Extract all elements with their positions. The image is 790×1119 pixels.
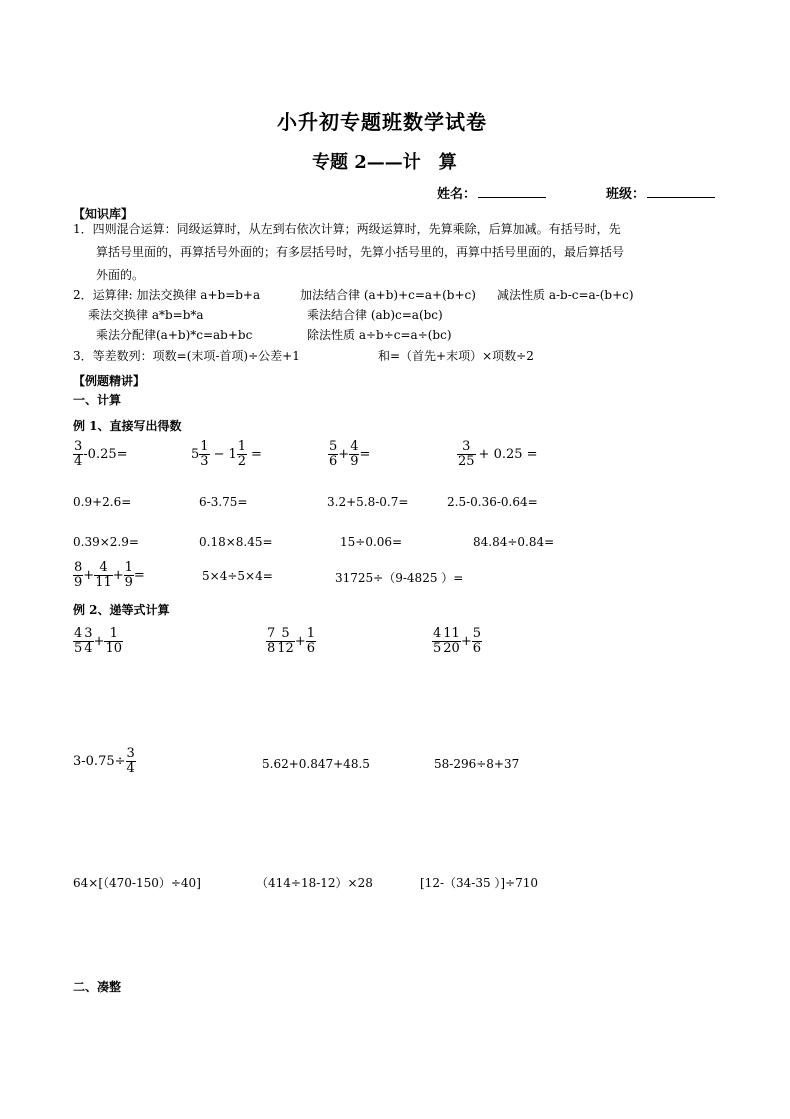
name-field[interactable] xyxy=(437,183,546,202)
fraction: $\frac{4}{5}$ xyxy=(74,626,83,656)
examples-heading: 【例题精讲】 xyxy=(73,374,146,388)
part-2-heading: 二、凑整 xyxy=(73,980,122,994)
knowledge-item-3-term-count: 3．等差数列：项数=(末项-首项)÷公差+1 xyxy=(73,349,300,363)
fraction: $\frac{8}{9}$ xyxy=(74,560,83,590)
fraction: $\frac{5}{6}$ xyxy=(329,439,338,469)
fraction: $\frac{3}{4}$ xyxy=(84,626,93,656)
class-field[interactable] xyxy=(606,183,715,202)
ex1-problem-f: 5×4÷5×4= xyxy=(202,569,273,583)
fraction: $\frac{5}{12}$ xyxy=(277,626,294,656)
ex1-problem-a: $\frac{3}{4}$ -0.25= xyxy=(74,439,128,469)
page-subtitle: 专题 2——计 算 xyxy=(312,152,457,173)
ex1-problem-e: $\frac{8}{9}$ + $\frac{4}{11}$ + $\frac{1}{9}$ = xyxy=(74,560,145,590)
fraction: $\frac{1}{10}$ xyxy=(105,626,123,656)
fraction: $\frac{4}{5}$ xyxy=(433,626,442,656)
knowledge-item-2-distributive: 乘法分配律(a+b)*c=ab+bc xyxy=(96,328,253,342)
knowledge-item-3-sum: 和=（首先+末项）×项数÷2 xyxy=(378,349,534,363)
fraction: $\frac{1}{9}$ xyxy=(124,560,133,590)
fraction: $\frac{1}{6}$ xyxy=(306,626,316,656)
page-title: 小升初专题班数学试卷 xyxy=(277,110,487,134)
ex2-problem-c: $\frac{4}{5}$ $\frac{11}{20}$ + $\frac{5}{6}$ xyxy=(433,626,482,656)
ex1-problem-g: 31725÷（9-4825 ）= xyxy=(335,571,464,585)
ex2-problem-g: 64×[（470-150）÷40] xyxy=(73,876,201,890)
ex1-problem-row3-1: 0.39×2.9= xyxy=(73,535,139,549)
ex1-problem-row2-1: 0.9+2.6= xyxy=(73,495,132,509)
ex2-problem-b: $\frac{7}{8}$ $\frac{5}{12}$ + $\frac{1}{6}$ xyxy=(267,626,316,656)
knowledge-heading: 【知识库】 xyxy=(73,207,134,221)
fraction: $\frac{1}{2}$ xyxy=(237,439,247,469)
ex2-problem-e: 5.62+0.847+48.5 xyxy=(262,757,370,771)
ex1-problem-row3-2: 0.18×8.45= xyxy=(199,535,273,549)
ex1-problem-row2-2: 6-3.75= xyxy=(199,495,248,509)
ex1-problem-row3-4: 84.84÷0.84= xyxy=(473,535,555,549)
class-blank[interactable] xyxy=(647,196,715,198)
ex1-problem-row2-4: 2.5-0.36-0.64= xyxy=(447,495,538,509)
fraction: $\frac{3}{4}$ xyxy=(126,746,135,776)
example-1-title: 例 1、直接写出得数 xyxy=(73,419,182,433)
class-label: 班级： xyxy=(606,187,646,202)
ex2-problem-i: [12-（34-35 ）]÷710 xyxy=(420,876,539,890)
knowledge-item-1-line-2: 算括号里面的，再算括号外面的；有多层括号时，先算小括号里的，再算中括号里面的，最后算括号 xyxy=(96,245,625,259)
ex1-problem-row3-3: 15÷0.06= xyxy=(340,535,403,549)
knowledge-item-2-div-property: 除法性质 a÷b÷c=a÷(bc) xyxy=(307,328,452,342)
knowledge-item-2-mul-commutative: 乘法交换律 a*b=b*a xyxy=(88,308,204,322)
name-label: 姓名： xyxy=(437,187,477,202)
ex2-problem-d: 3-0.75÷ $\frac{3}{4}$ xyxy=(73,746,135,776)
example-2-title: 例 2、递等式计算 xyxy=(73,603,170,617)
knowledge-item-2-mul-associative: 乘法结合律 (ab)c=a(bc) xyxy=(307,308,443,322)
knowledge-item-2-sub-property: 减法性质 a-b-c=a-(b+c) xyxy=(497,288,634,302)
knowledge-item-1-line-1: 1．四则混合运算：同级运算时，从左到右依次计算；两级运算时，先算乘除，后算加减。有括号时，先 xyxy=(73,222,621,236)
knowledge-item-2-add-associative: 加法结合律 (a+b)+c=a+(b+c) xyxy=(300,288,476,302)
knowledge-item-1-line-3: 外面的。 xyxy=(96,268,145,282)
ex2-problem-f: 58-296÷8+37 xyxy=(434,757,520,771)
fraction: $\frac{7}{8}$ xyxy=(267,626,276,656)
knowledge-item-2-add-commutative: 2．运算律: 加法交换律 a+b=b+a xyxy=(73,288,261,302)
part-1-heading: 一、计算 xyxy=(73,393,122,407)
ex2-problem-h: （414÷18-12）×28 xyxy=(256,876,373,890)
fraction: $\frac{11}{20}$ xyxy=(443,626,460,656)
name-blank[interactable] xyxy=(478,196,546,198)
fraction: $\frac{1}{3}$ xyxy=(200,439,209,469)
fraction: $\frac{4}{9}$ xyxy=(350,439,359,469)
fraction: $\frac{4}{11}$ xyxy=(95,560,112,590)
ex2-problem-a: $\frac{4}{5}$ $\frac{3}{4}$ + $\frac{1}{10}$ xyxy=(74,626,123,656)
ex1-problem-d: $\frac{3}{25}$ + 0.25 = xyxy=(458,439,538,469)
ex1-problem-row2-3: 3.2+5.8-0.7= xyxy=(327,495,409,509)
fraction: $\frac{3}{25}$ xyxy=(458,439,475,469)
ex1-problem-c: $\frac{5}{6}$ + $\frac{4}{9}$ = xyxy=(329,439,371,469)
fraction: $\frac{5}{6}$ xyxy=(472,626,482,656)
ex1-problem-b: 5 $\frac{1}{3}$ − 1 $\frac{1}{2}$ = xyxy=(191,439,262,469)
fraction: $\frac{3}{4}$ xyxy=(74,439,83,469)
